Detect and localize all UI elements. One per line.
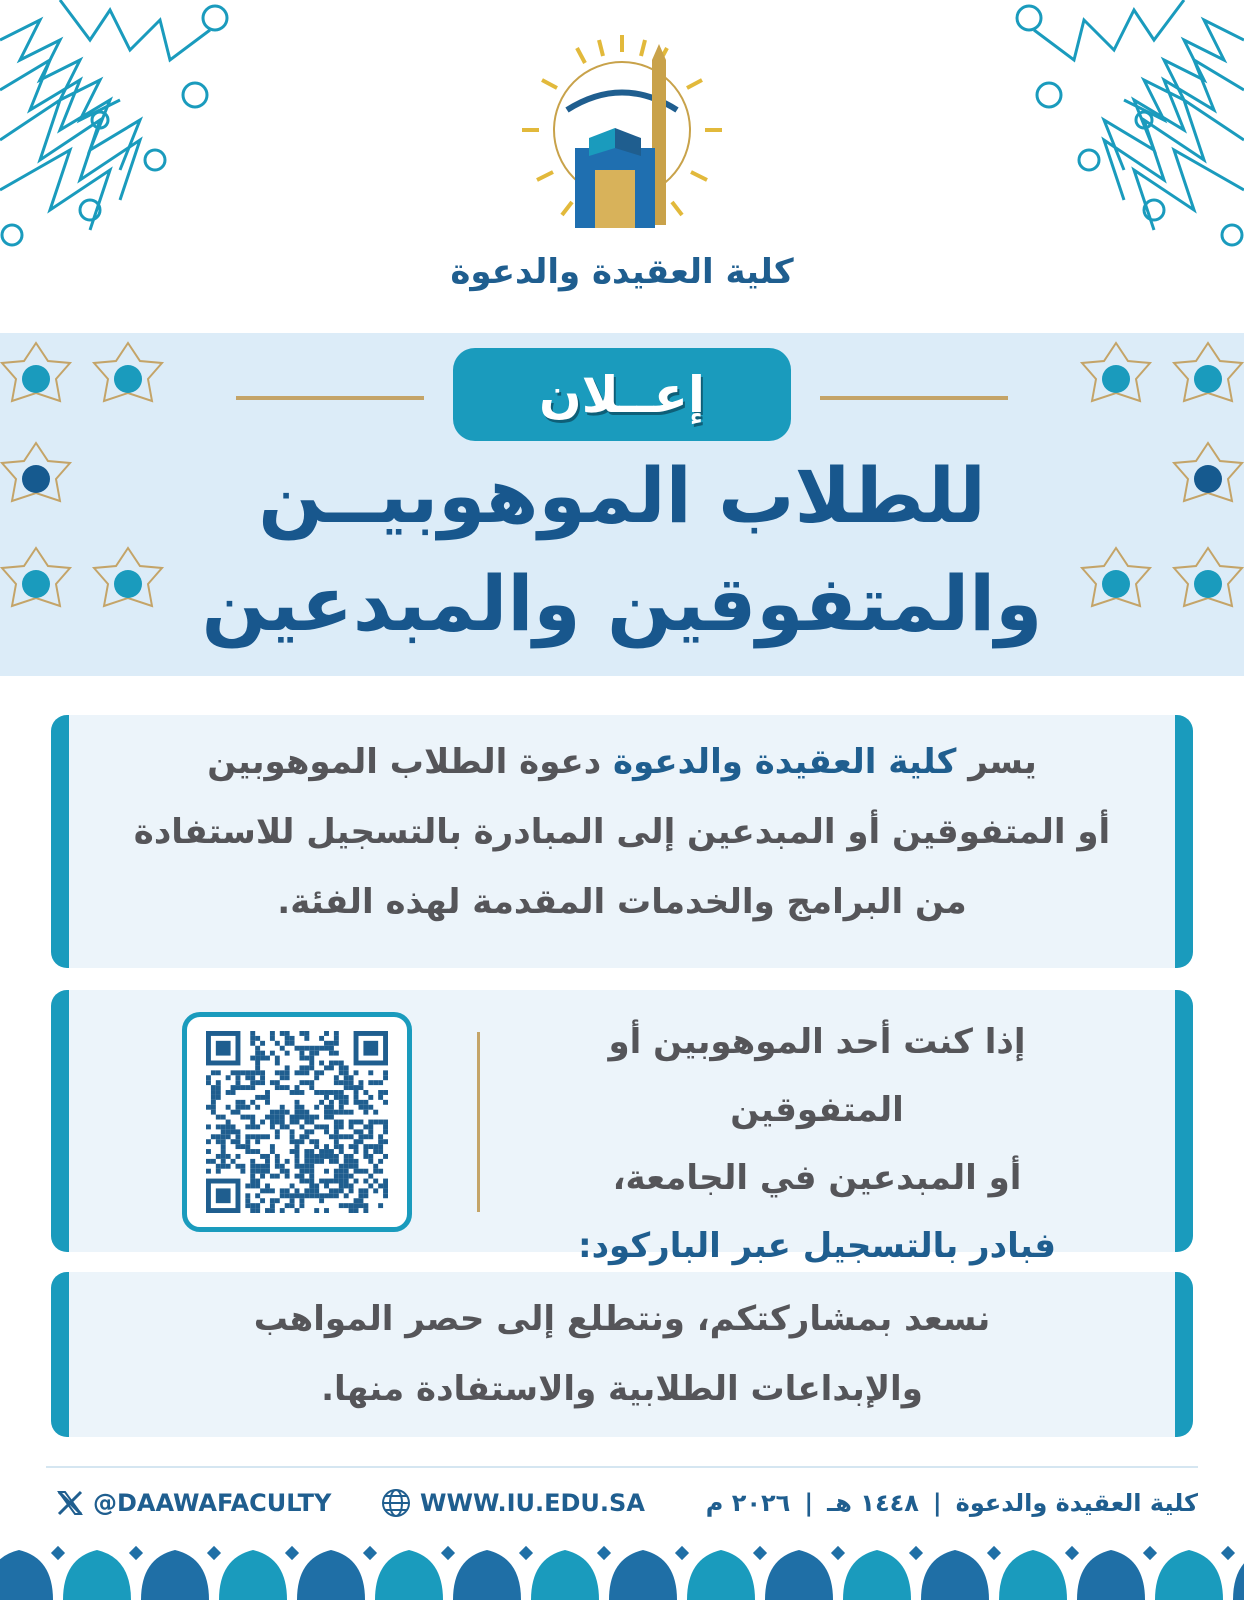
qr-code-frame[interactable]: [182, 1012, 412, 1232]
website-url[interactable]: WWW.IU.EDU.SA: [420, 1489, 645, 1517]
qr-code-icon[interactable]: [206, 1031, 388, 1213]
divider-right: [820, 396, 1008, 400]
invitation-line-2: أو المتفوقين أو المبدعين إلى المبادرة بالتسجيل للاستفادة: [133, 812, 1111, 852]
star-pattern-right: [1064, 333, 1244, 676]
headline-line-2: والمتفوقين والمبدعين: [201, 559, 1043, 648]
registration-line-3: فبادر بالتسجيل عبر الباركود:: [578, 1226, 1056, 1266]
invitation-college: كلية العقيدة والدعوة: [613, 742, 957, 782]
closing-text: [69, 1272, 1175, 1424]
invitation-line-1: [69, 727, 1175, 797]
social-handle[interactable]: @DAAWAFACULTY: [93, 1489, 332, 1517]
corner-ornament-left: [0, 0, 250, 250]
registration-text: [537, 1008, 1097, 1280]
star-pattern-left: [0, 333, 180, 676]
footer-info: [706, 1483, 1198, 1523]
closing-card: [51, 1272, 1193, 1437]
bottom-scallop-border: [0, 1540, 1244, 1600]
footer-divider: [46, 1466, 1198, 1468]
corner-ornament-right: [994, 0, 1244, 250]
invitation-suffix: دعوة الطلاب الموهوبين: [207, 742, 602, 782]
registration-line-2: أو المبدعين في الجامعة،: [612, 1158, 1022, 1198]
invitation-card: [51, 715, 1193, 968]
footer-hijri-year: ١٤٤٨ هـ: [827, 1489, 919, 1517]
x-logo-icon: [55, 1488, 85, 1518]
footer-college: كلية العقيدة والدعوة: [955, 1489, 1198, 1517]
headline-line-1: للطلاب الموهوبيــن: [258, 451, 986, 540]
announcement-label: إعــلان: [453, 348, 791, 441]
college-name-header: كلية العقيدة والدعوة: [450, 252, 794, 292]
footer-separator: |: [932, 1489, 942, 1517]
footer-social[interactable]: [55, 1483, 331, 1523]
closing-line-1: نسعد بمشاركتكم، ونتطلع إلى حصر المواهب: [253, 1299, 991, 1339]
footer-website[interactable]: [380, 1483, 645, 1523]
invitation-prefix: يسر: [968, 742, 1037, 782]
invitation-text: [69, 715, 1175, 937]
registration-card: [51, 990, 1193, 1266]
footer-separator: |: [804, 1489, 814, 1517]
invitation-line-3: من البرامج والخدمات المقدمة لهذه الفئة.: [277, 882, 967, 922]
registration-divider: [477, 1032, 480, 1212]
closing-line-2: والإبداعات الطلابية والاستفادة منها.: [321, 1369, 923, 1409]
globe-icon: [380, 1487, 412, 1519]
divider-left: [236, 396, 424, 400]
footer-gregorian-year: ٢٠٢٦ م: [705, 1489, 791, 1517]
university-logo: [517, 30, 727, 235]
registration-line-1: إذا كنت أحد الموهوبين أو المتفوقين: [608, 1022, 1026, 1130]
